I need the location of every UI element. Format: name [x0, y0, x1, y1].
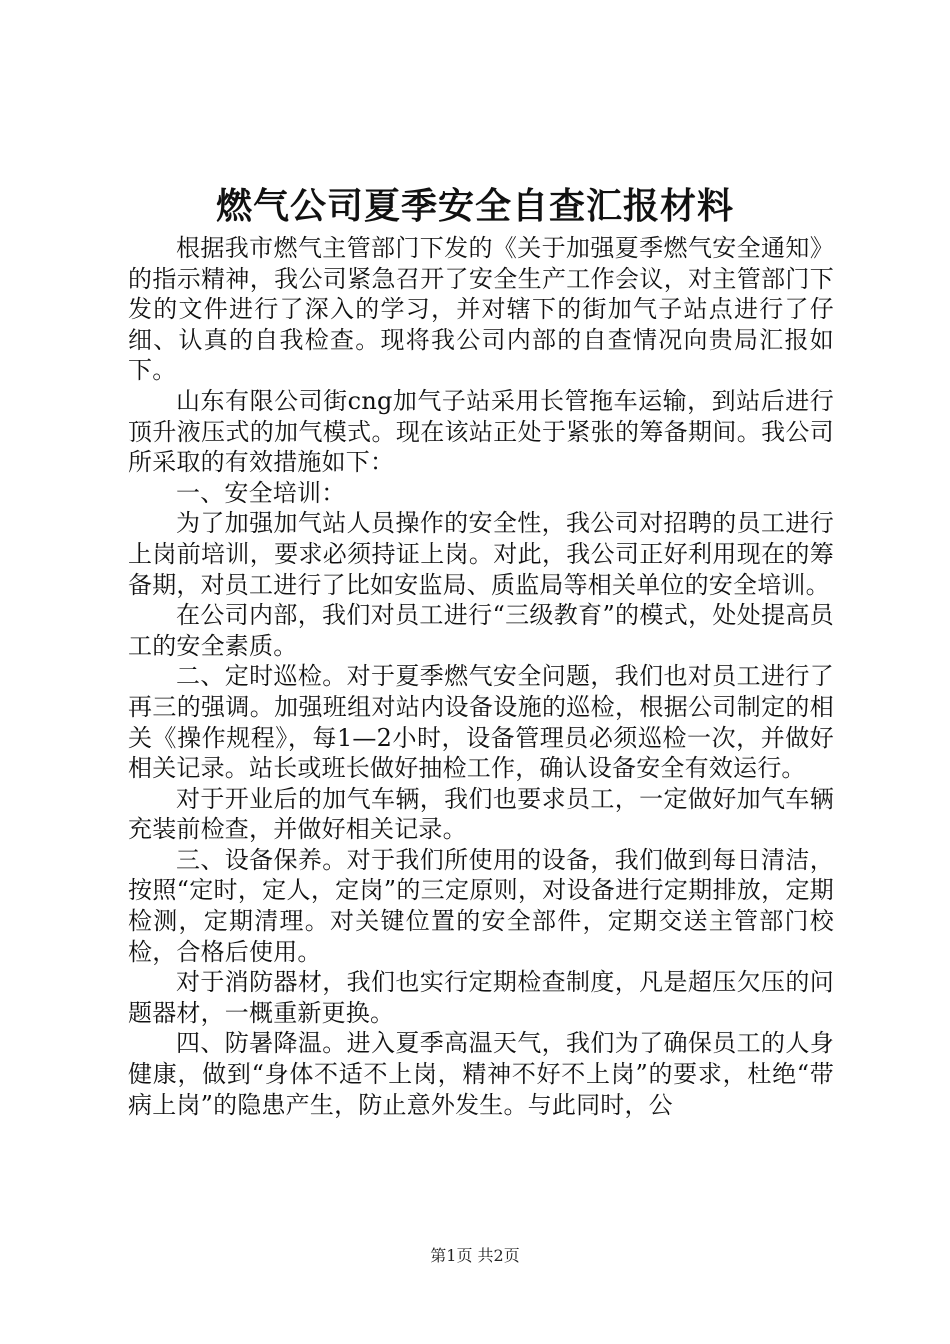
paragraph-fire-equipment: 对于消防器材，我们也实行定期检查制度，凡是超压欠压的问题器材，一概重新更换。 — [128, 968, 834, 1027]
paragraph-equipment-maintenance: 三、设备保养。对于我们所使用的设备，我们做到每日清洁，按照“定时，定人，定岗”的三定原则，对设备进行定期排放，定期检测，定期清理。对关键位置的安全部件，定期交送主管部门校检，合格后使用。 — [128, 845, 834, 966]
paragraph-vehicle-check: 对于开业后的加气车辆，我们也要求员工，一定做好加气车辆充装前检查，并做好相关记录。 — [128, 784, 834, 844]
document-title: 燃气公司夏季安全自查汇报材料 — [215, 186, 734, 227]
document-body — [128, 233, 834, 1120]
paragraph-station-overview: 山东有限公司街cng加气子站采用长管拖车运输，到站后进行顶升液压式的加气模式。现在该站正处于紧张的筹备期间。我公司所采取的有效措施如下： — [128, 386, 834, 477]
paragraph-safety-training: 为了加强加气站人员操作的安全性，我公司对招聘的员工进行上岗前培训，要求必须持证上岗。对此，我公司正好利用现在的筹备期，对员工进行了比如安监局、质监局等相关单位的安全培训。 — [128, 509, 834, 599]
paragraph-heat-prevention: 四、防暑降温。进入夏季高温天气，我们为了确保员工的人身健康，做到“身体不适不上岗，精神不好不上岗”的要求，杜绝“带病上岗”的隐患产生，防止意外发生。与此同时，公 — [128, 1029, 834, 1119]
section-heading-safety-training: 一、安全培训： — [176, 478, 346, 507]
paragraph-three-level-education: 在公司内部，我们对员工进行“三级教育”的模式，处处提高员工的安全素质。 — [128, 601, 834, 660]
page-number-footer: 第1页 共2页 — [430, 1246, 520, 1265]
paragraph-intro: 根据我市燃气主管部门下发的《关于加强夏季燃气安全通知》的指示精神，我公司紧急召开了安全生产工作会议，对主管部门下发的文件进行了深入的学习，并对辖下的街加气子站点进行了仔细、认真的自我检查。现将我公司内部的自查情况向贵局汇报如下。 — [128, 234, 834, 385]
paragraph-scheduled-inspection: 二、定时巡检。对于夏季燃气安全问题，我们也对员工进行了再三的强调。加强班组对站内设备设施的巡检，根据公司制定的相关《操作规程》，每1—2小时，设备管理员必须巡检一次，并做好相关记录。站长或班长做好抽检工作，确认设备安全有效运行。 — [128, 662, 834, 783]
